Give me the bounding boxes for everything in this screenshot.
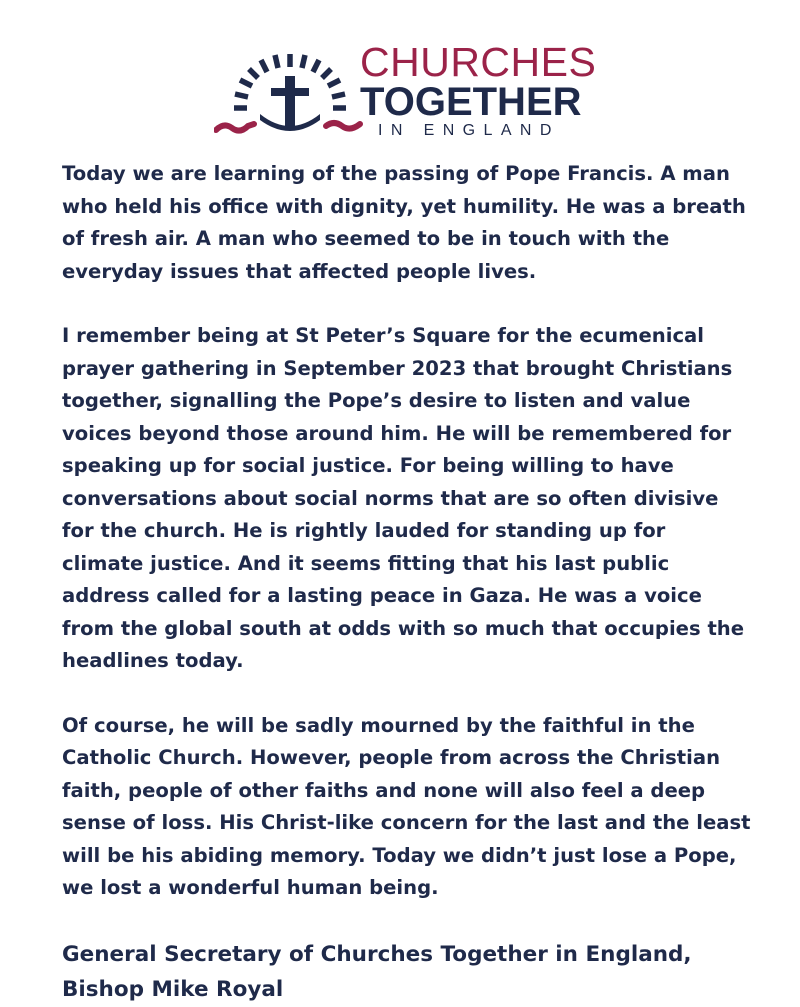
signature-name: Bishop Mike Royal: [62, 976, 284, 1002]
logo-line-together: TOGETHER: [360, 80, 582, 124]
statement-paragraph-1: Today we are learning of the passing of Pope Francis. A man who held his office with dignity, yet humility. He was a breath of fresh air. A man who seemed to be in touch with the everyday issues that affected people lives.: [62, 162, 746, 283]
churches-together-logo: [214, 38, 597, 142]
signature-block: [62, 937, 752, 1007]
logo-line-in-england: IN ENGLAND: [378, 122, 560, 139]
cross-boat-sunrise-icon: [214, 38, 364, 142]
signature-title: General Secretary of Churches Together in England,: [62, 941, 692, 967]
statement-paragraph-3: Of course, he will be sadly mourned by the faithful in the Catholic Church. However, people from across the Christian faith, people of other faiths and none will also feel a deep sense of loss. His Christ-like concern for the last and the least will be his abiding memory. Today we didn’t just lose a Pope, we lost a wonderful human being.: [62, 713, 751, 899]
statement-body: [62, 158, 752, 1007]
logo-line-churches: CHURCHES: [360, 39, 597, 85]
logo-wordmark: [360, 39, 600, 140]
statement-paragraph-2: I remember being at St Peter’s Square for the ecumenical prayer gathering in September 2023 that brought Christians together, signalling the Pope’s desire to listen and value voices beyond those around him. He will be remembered for speaking up for social justice. For being willing to have conversations about social norms that are so often divisive for the church. He is rightly lauded for standing up for climate justice. And it seems fitting that his last public address called for a lasting peace in Gaza. He was a voice from the global south at odds with so much that occupies the headlines today.: [62, 324, 745, 672]
